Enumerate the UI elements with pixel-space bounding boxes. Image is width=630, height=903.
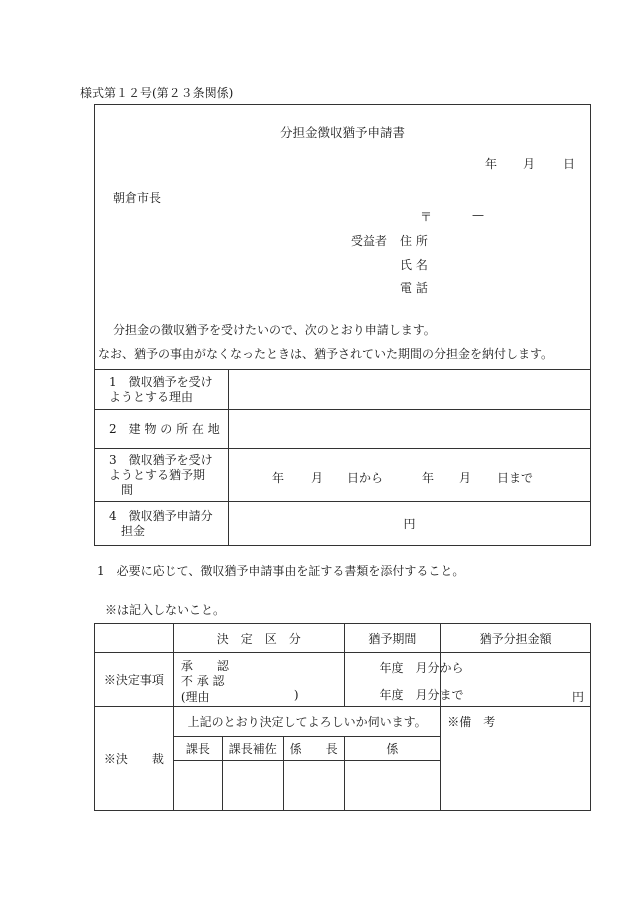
amount-label-line1: 4 徴収猶予申請分 xyxy=(109,508,213,523)
amount-label xyxy=(95,502,229,546)
period-label-line3: 間 xyxy=(121,482,134,497)
amount-label-line2: 担金 xyxy=(121,523,146,538)
decision-header-blank xyxy=(95,624,174,653)
period-year-from: 年 xyxy=(272,471,285,485)
reason-label-line2: ようとする理由 xyxy=(109,389,194,404)
location-field[interactable] xyxy=(229,410,591,449)
body-line2: なお、猶予の事由がなくなったときは、猶予されていた期間の分担金を納付します。 xyxy=(98,347,554,361)
decision-amount-unit: 円 xyxy=(571,690,584,704)
role-staff: 係 xyxy=(344,737,441,761)
applicant-role: 受益者 xyxy=(351,234,388,248)
location-row xyxy=(95,410,591,449)
header-category: 決 定 区 分 xyxy=(173,624,344,653)
period-field[interactable] xyxy=(229,449,591,502)
reason-label xyxy=(95,370,229,410)
period-month-to: 月 xyxy=(459,471,472,485)
body-line1: 分担金の徴収猶予を受けたいので、次のとおり申請します。 xyxy=(113,323,436,337)
amount-field[interactable] xyxy=(229,502,591,546)
approval-top-row xyxy=(95,707,591,737)
period-label-line2: ようとする猶予期 xyxy=(109,467,206,482)
decision-amount[interactable] xyxy=(441,653,591,707)
form-number: 様式第１２号(第２３条関係) xyxy=(80,86,234,100)
amount-unit: 円 xyxy=(403,517,416,531)
reason-row xyxy=(95,370,591,410)
period-month-from: 月 xyxy=(311,471,324,485)
reason-label-line1: 1 徴収猶予を受け xyxy=(109,374,213,389)
remarks[interactable] xyxy=(441,707,591,811)
decision-row-label: ※決定事項 xyxy=(95,653,174,707)
note-attach-documents: 1 必要に応じて、徴収猶予申請事由を証する書類を添付すること。 xyxy=(97,564,465,578)
option-reason-close: ) xyxy=(293,688,299,702)
period-label-line1: 3 徴収猶予を受け xyxy=(109,452,213,467)
role-deputy: 課長補佐 xyxy=(222,737,283,761)
role-subsection: 係 長 xyxy=(283,737,344,761)
address-label: 住 所 xyxy=(400,234,428,248)
decision-header-row xyxy=(95,624,591,653)
option-reject: 不 承 認 xyxy=(180,674,225,688)
approval-label: ※決 裁 xyxy=(95,707,174,811)
addressee: 朝倉市長 xyxy=(113,191,162,205)
postal-mark: 〒 xyxy=(420,210,433,224)
option-approve: 承 認 xyxy=(180,659,229,673)
postal-dash: — xyxy=(472,208,484,222)
form-title: 分担金徴収猶予申請書 xyxy=(279,125,405,140)
decision-options[interactable] xyxy=(173,653,344,707)
period-day-from: 日から xyxy=(347,471,384,485)
period-label xyxy=(95,449,229,502)
header-amount: 猶予分担金額 xyxy=(441,624,591,653)
stamp-subsection[interactable] xyxy=(283,761,344,811)
stamp-chief[interactable] xyxy=(173,761,222,811)
role-chief: 課長 xyxy=(173,737,222,761)
date-year: 年 xyxy=(485,157,498,171)
amount-row xyxy=(95,502,591,546)
decision-row xyxy=(95,653,591,707)
remarks-label: ※備 考 xyxy=(447,715,496,729)
period-day-to: 日まで xyxy=(497,471,534,485)
date-day: 日 xyxy=(563,157,576,171)
period-to-fiscal: 年度 月分まで xyxy=(379,688,464,702)
note-do-not-fill: ※は記入しないこと。 xyxy=(105,603,226,617)
decision-period[interactable] xyxy=(344,653,464,707)
name-label: 氏 名 xyxy=(400,258,428,272)
location-label xyxy=(95,410,229,449)
stamp-staff[interactable] xyxy=(344,761,441,811)
phone-label: 電 話 xyxy=(400,281,428,295)
application-info-table xyxy=(94,369,591,546)
application-box xyxy=(94,104,591,370)
date-month: 月 xyxy=(523,157,536,171)
approval-text: 上記のとおり決定してよろしいか伺います。 xyxy=(173,707,440,737)
reason-field[interactable] xyxy=(229,370,591,410)
location-label-text: 2 建 物 の 所 在 地 xyxy=(109,421,220,436)
decision-table xyxy=(94,623,591,811)
period-from-fiscal: 年度 月分から xyxy=(379,661,464,675)
header-period: 猶予期間 xyxy=(344,624,441,653)
stamp-deputy[interactable] xyxy=(222,761,283,811)
option-reason-open: (理由 xyxy=(180,690,210,704)
period-row xyxy=(95,449,591,502)
period-year-to: 年 xyxy=(422,471,435,485)
